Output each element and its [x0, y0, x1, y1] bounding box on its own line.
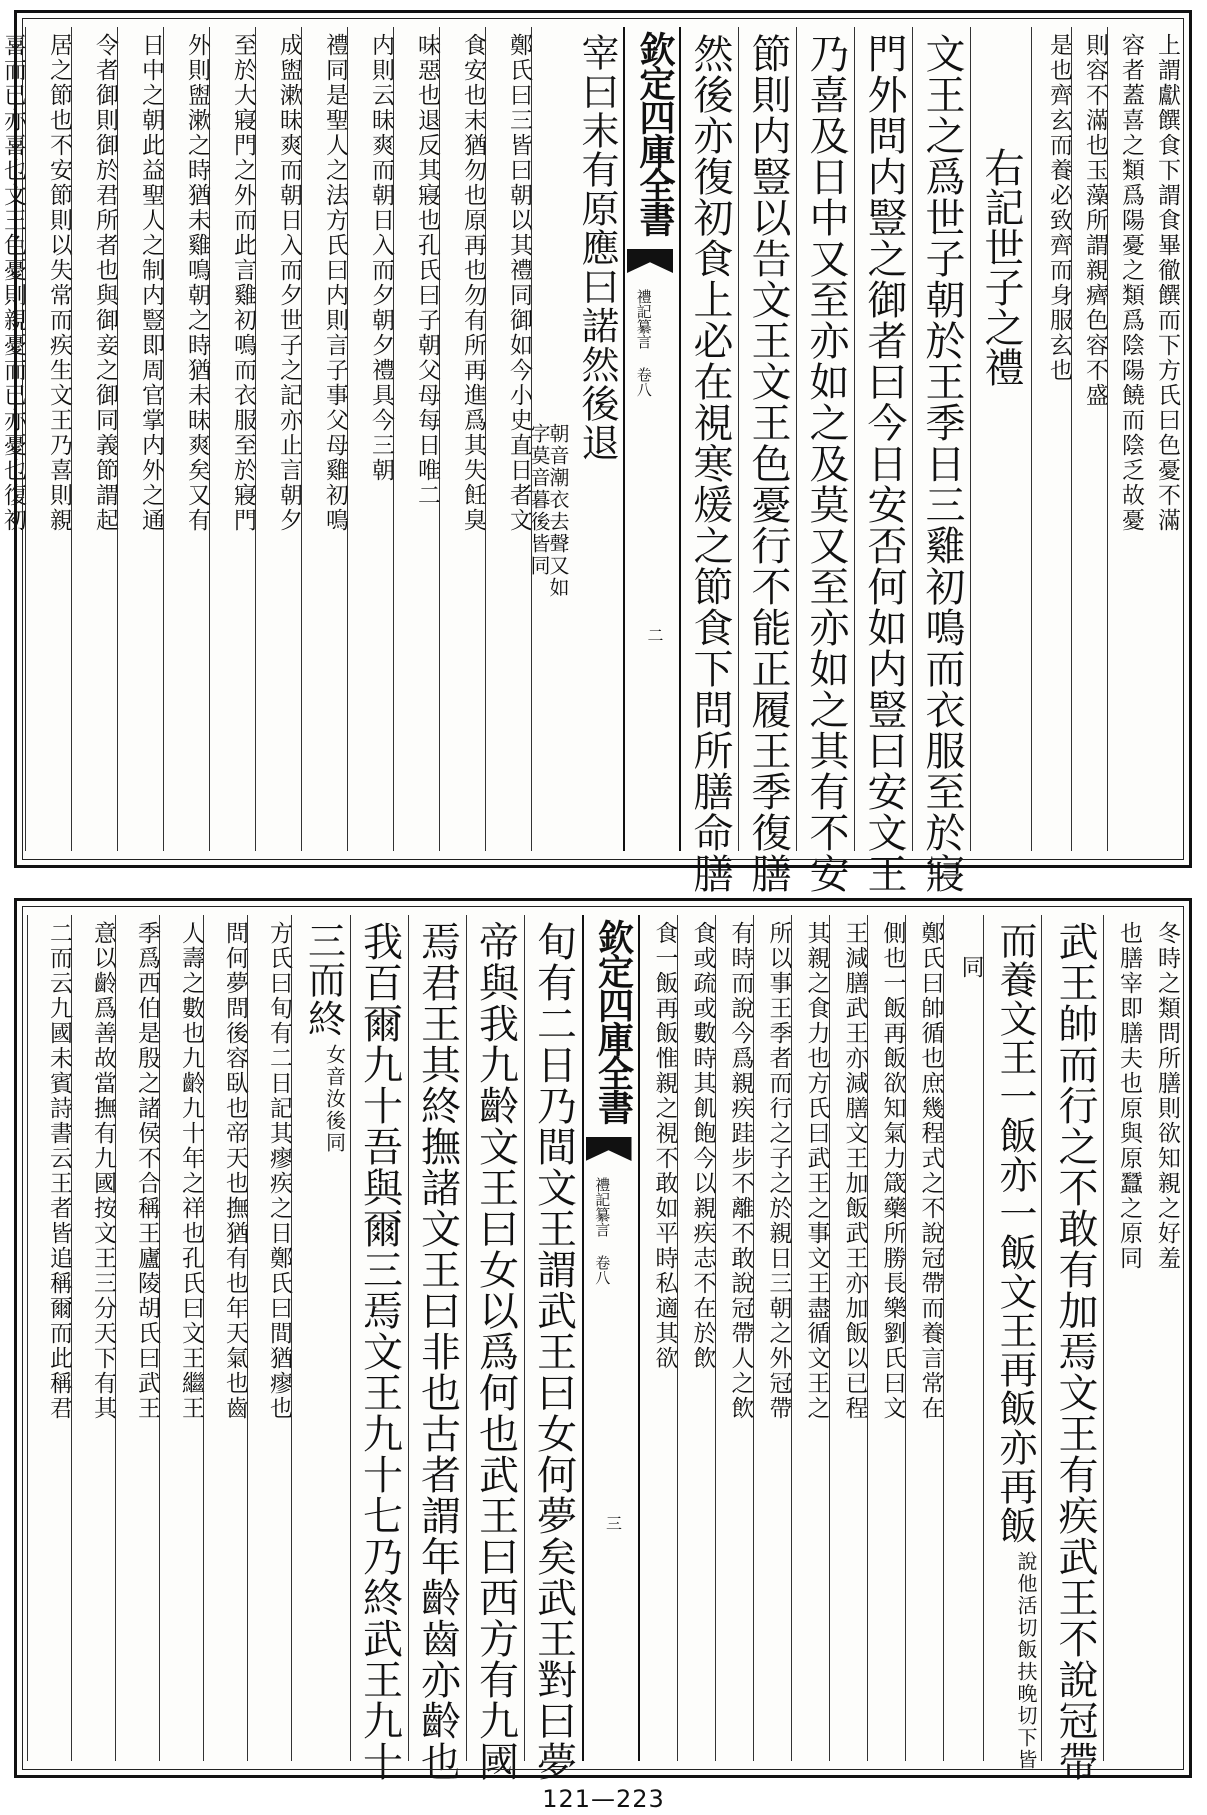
commentary-col: 成盥漱昧爽而朝日入而夕世子之記亦止言朝夕: [255, 27, 301, 851]
inline-note: 女音汝後同: [322, 1044, 347, 1154]
main-text-col: 而養文王一飯亦一飯文王再飯亦再飯: [993, 921, 1037, 1545]
commentary-col: 也膳宰即膳夫也原與原蠶之原同: [1103, 915, 1141, 1761]
volume-label: 禮記纂言 卷八: [634, 289, 653, 397]
commentary-col: 王減膳武王亦減膳文王加飯武王亦加飯以已程: [829, 915, 867, 1761]
commentary-col: 食安也末猶勿也原再也勿有所再進爲其失飪臭: [439, 27, 485, 851]
commentary-col: 季爲西伯是殷之諸侯不合稱王廬陵胡氏曰武王: [115, 915, 159, 1761]
commentary-col: 其親之食力也方氏曰武王之事文王盡循文王之: [791, 915, 829, 1761]
page-number: 三: [603, 1515, 623, 1531]
commentary-col: 上謂獻饌食下謂食畢徹饌而下方氏曰色憂不滿: [1154, 33, 1180, 533]
main-text-col: 帝與我九齡文王曰女以爲何也武王曰西方有九國: [466, 915, 524, 1761]
commentary-col: 至於大寢門之外而此言雞初鳴而衣服至於寢門: [209, 27, 255, 851]
commentary-col: 味惡也退反其寢也孔氏曰子朝父母每日唯二: [393, 27, 439, 851]
commentary-col: 冬時之類問所膳則欲知親之好羞: [1154, 921, 1180, 1271]
commentary-col: 同: [943, 915, 983, 1761]
main-text-col: 武王帥而行之不敢有加焉文王有疾武王不說冠帶: [1041, 915, 1103, 1761]
commentary-col: 内則云昧爽而朝日入而夕朝夕禮具今三朝: [347, 27, 393, 851]
main-text-col: 文王之爲世子朝於王季日三雞初鳴而衣服至於寢: [912, 27, 970, 851]
commentary-col: 人壽之數也九齡九十年之祥也孔氏曰文王繼王: [159, 915, 203, 1761]
commentary-col: 容者蓋喜之類爲陽憂之類爲陰陽饒而陰乏故憂: [1107, 27, 1143, 851]
commentary-col: 鄭氏曰帥循也庶幾程式之不說冠帶而養言常在: [905, 915, 943, 1761]
center-title: 欽定四庫全書: [592, 919, 635, 1123]
inline-note: 朝音潮衣去聲又如: [546, 423, 570, 599]
mixed-col: [291, 915, 350, 1761]
inline-note: 說他活切飯扶晚切下皆: [1014, 1551, 1038, 1771]
page-number: 二: [645, 627, 664, 643]
main-text-col: 焉君王其終撫諸文王曰非也古者謂年齡齒亦齡也: [408, 915, 466, 1761]
main-text-col: 旬有二日乃間文王謂武王曰女何夢矣武王對曰夢: [524, 915, 582, 1761]
page-footer-number: 121—223: [542, 1785, 665, 1813]
fold-center-bottom: [582, 915, 640, 1761]
commentary-col: 則容不滿也玉藻所謂親癠色容不盛: [1071, 27, 1107, 851]
columns-top: [0, 27, 1180, 894]
main-text-col: 節則内豎以告文王文王色憂行不能正履王季復膳: [738, 27, 796, 851]
section-heading: 右記世子之禮: [970, 27, 1031, 851]
commentary-col: 外則盥漱之時猶未雞鳴朝之時猶未昧爽矣又有: [163, 27, 209, 851]
commentary-col: 有時而說今爲親疾跬步不離不敢說冠帶人之飲: [715, 915, 753, 1761]
commentary-col: 禮同是聖人之法方氏曰内則言子事父母雞初鳴: [301, 27, 347, 851]
commentary-col: 居之節也不安節則以失常而疾生文王乃喜則親: [25, 27, 71, 851]
commentary-col: 意以齡爲善故當撫有九國按文王三分天下有其: [71, 915, 115, 1761]
commentary-col: 所以事王季者而行之子之於親日三朝之外冠帶: [753, 915, 791, 1761]
mixed-col: [527, 27, 623, 851]
commentary-col: 側也一飯再飯欲知氣力箴藥所勝長樂劉氏曰文: [867, 915, 905, 1761]
commentary-col: 日中之朝此益聖人之制内豎即周官掌内外之通: [117, 27, 163, 851]
main-text-col: 門外問内豎之御者曰今日安否何如内豎曰安文王: [854, 27, 912, 851]
fold-center-top: [623, 27, 681, 851]
volume-label: 禮記纂言 卷八: [593, 1177, 612, 1285]
page-top: [0, 10, 1192, 894]
main-text-col: 乃喜及日中又至亦如之及莫又至亦如之其有不安: [796, 27, 854, 851]
main-text-col: 然後亦復初食上必在視寒煖之節食下問所膳命膳: [680, 27, 738, 851]
fishtail-mark: [627, 249, 673, 273]
commentary-col: 方氏曰旬有二日記其瘳疾之日鄭氏曰間猶瘳也: [247, 915, 291, 1761]
commentary-col: 鄭氏曰三皆曰朝以其禮同御如今小史直日者文: [485, 27, 531, 851]
inline-note: 字莫音暮後皆同: [527, 423, 551, 577]
columns-bottom: [27, 915, 1180, 1782]
commentary-col: 是也齊玄而養必致齊而身服玄也: [1031, 27, 1071, 851]
main-text-col: 我百爾九十吾與爾三焉文王九十七乃終武王九十: [350, 915, 408, 1761]
mixed-col: [983, 915, 1042, 1771]
main-text-col: 三而終: [301, 921, 346, 1038]
main-text-col: 宰曰末有原應曰諾然後退: [575, 33, 619, 462]
commentary-col: 食或疏或數時其飢飽今以親疾志不在於飲: [677, 915, 715, 1761]
page-bottom: [14, 898, 1192, 1782]
commentary-col: 令者御則御於君所者也與御妾之御同義節謂起: [71, 27, 117, 851]
fishtail-mark: [586, 1137, 632, 1161]
commentary-col: 二而云九國未賓詩書云王者皆追稱爾而此稱君: [27, 915, 71, 1761]
commentary-col: 喜而已亦喜也文王色憂則親憂而已亦憂也復初: [0, 27, 25, 851]
center-title: 欽定四庫全書: [634, 31, 676, 235]
commentary-col: 食一飯再飯惟親之視不敢如平時私適其欲: [639, 915, 677, 1761]
commentary-col: 問何夢問後容臥也帝天也撫猶有也年天氣也齒: [203, 915, 247, 1761]
